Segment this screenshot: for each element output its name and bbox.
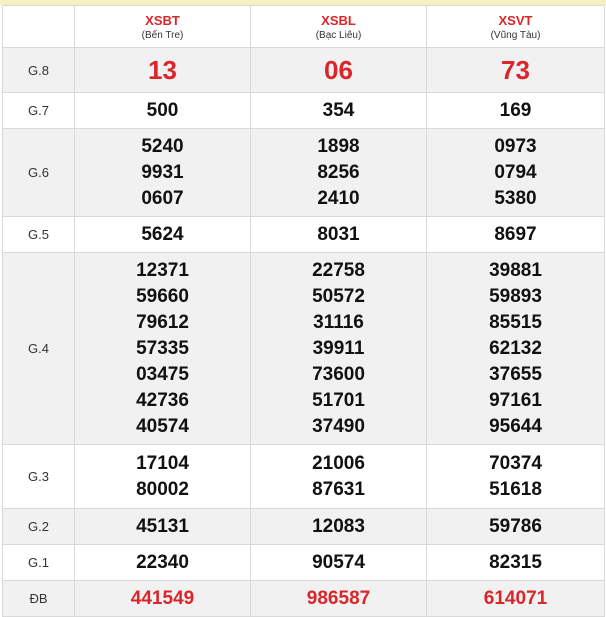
result-number: 39881: [489, 259, 542, 281]
result-number: 59893: [489, 285, 542, 307]
prize-row: [3, 445, 605, 509]
result-number: 5624: [141, 223, 184, 245]
result-cell: [75, 217, 251, 253]
province-header-vungtau: [427, 6, 605, 48]
result-number: 1898: [317, 135, 360, 157]
result-number: 06: [324, 55, 353, 85]
result-number: 57335: [136, 337, 189, 359]
prize-label: G.1: [3, 545, 75, 581]
prize-label: G.2: [3, 509, 75, 545]
result-number: 22758: [312, 259, 365, 281]
result-cell: [427, 129, 605, 217]
result-cell: [251, 253, 427, 445]
result-number: 90574: [312, 551, 365, 573]
province-name: (Bến Tre): [141, 29, 184, 41]
prize-label: G.5: [3, 217, 75, 253]
result-cell: [251, 445, 427, 509]
result-number: 59660: [136, 285, 189, 307]
result-number: 5380: [494, 187, 537, 209]
prize-label: G.3: [3, 445, 75, 509]
result-cell: [251, 129, 427, 217]
result-number: 22340: [136, 551, 189, 573]
result-cell: [75, 253, 251, 445]
result-number: 45131: [136, 515, 189, 537]
result-number: 87631: [312, 478, 365, 500]
province-header-baclieu: [251, 6, 427, 48]
result-number: 42736: [136, 389, 189, 411]
result-number: 37490: [312, 415, 365, 437]
result-number: 12083: [312, 515, 365, 537]
result-number: 21006: [312, 452, 365, 474]
result-cell: [427, 509, 605, 545]
result-number: 37655: [489, 363, 542, 385]
result-cell: [427, 93, 605, 129]
province-code[interactable]: XSBL: [321, 12, 356, 28]
result-cell: [427, 217, 605, 253]
result-number: 73600: [312, 363, 365, 385]
province-header-row: [3, 6, 605, 48]
result-number: 0973: [494, 135, 537, 157]
result-number: 82315: [489, 551, 542, 573]
result-number: 614071: [483, 587, 548, 609]
result-number: 73: [501, 55, 530, 85]
result-cell: [75, 581, 251, 617]
prize-label: G.4: [3, 253, 75, 445]
result-number: 12371: [136, 259, 189, 281]
result-number: 03475: [136, 363, 189, 385]
result-number: 441549: [130, 587, 195, 609]
result-number: 51618: [489, 478, 542, 500]
result-cell: [75, 545, 251, 581]
result-number: 80002: [136, 478, 189, 500]
result-number: 51701: [312, 389, 365, 411]
result-cell: [251, 48, 427, 93]
province-code[interactable]: XSVT: [498, 12, 533, 28]
result-cell: [75, 129, 251, 217]
prize-row: [3, 581, 605, 617]
result-cell: [251, 581, 427, 617]
result-number: 0607: [141, 187, 184, 209]
result-number: 40574: [136, 415, 189, 437]
result-number: 97161: [489, 389, 542, 411]
result-number: 8256: [317, 161, 360, 183]
province-header-bentre: [75, 6, 251, 48]
result-number: 59786: [489, 515, 542, 537]
result-cell: [427, 581, 605, 617]
result-number: 8697: [494, 223, 537, 245]
lottery-results-table: [2, 5, 605, 617]
header-corner-cell: [3, 6, 75, 48]
result-cell: [251, 509, 427, 545]
result-number: 31116: [313, 311, 364, 333]
result-number: 8031: [317, 223, 360, 245]
result-number: 39911: [312, 337, 365, 359]
result-cell: [75, 48, 251, 93]
result-number: 95644: [489, 415, 542, 437]
result-cell: [251, 93, 427, 129]
result-number: 2410: [317, 187, 360, 209]
result-number: 169: [499, 99, 532, 121]
prize-row: [3, 253, 605, 445]
province-name: (Bạc Liêu): [315, 29, 362, 41]
prize-label: G.6: [3, 129, 75, 217]
result-cell: [251, 217, 427, 253]
result-cell: [427, 48, 605, 93]
prize-row: [3, 93, 605, 129]
prize-row: [3, 129, 605, 217]
prize-row: [3, 509, 605, 545]
result-cell: [427, 445, 605, 509]
prize-label: G.8: [3, 48, 75, 93]
result-number: 79612: [136, 311, 189, 333]
prize-rows: [3, 48, 605, 617]
province-code[interactable]: XSBT: [145, 12, 180, 28]
prize-row: [3, 48, 605, 93]
result-number: 62132: [489, 337, 542, 359]
prize-label: ĐB: [3, 581, 75, 617]
result-number: 50572: [312, 285, 365, 307]
result-cell: [251, 545, 427, 581]
result-number: 13: [148, 55, 177, 85]
prize-label: G.7: [3, 93, 75, 129]
result-number: 5240: [141, 135, 184, 157]
result-number: 500: [146, 99, 179, 121]
result-cell: [75, 445, 251, 509]
prize-row: [3, 217, 605, 253]
result-number: 17104: [136, 452, 189, 474]
result-number: 986587: [306, 587, 371, 609]
result-number: 70374: [489, 452, 542, 474]
prize-row: [3, 545, 605, 581]
result-cell: [75, 509, 251, 545]
result-number: 354: [322, 99, 355, 121]
result-cell: [427, 253, 605, 445]
result-number: 9931: [141, 161, 184, 183]
result-number: 85515: [489, 311, 542, 333]
result-cell: [427, 545, 605, 581]
province-name: (Vũng Tàu): [490, 29, 541, 41]
result-number: 0794: [494, 161, 537, 183]
result-cell: [75, 93, 251, 129]
